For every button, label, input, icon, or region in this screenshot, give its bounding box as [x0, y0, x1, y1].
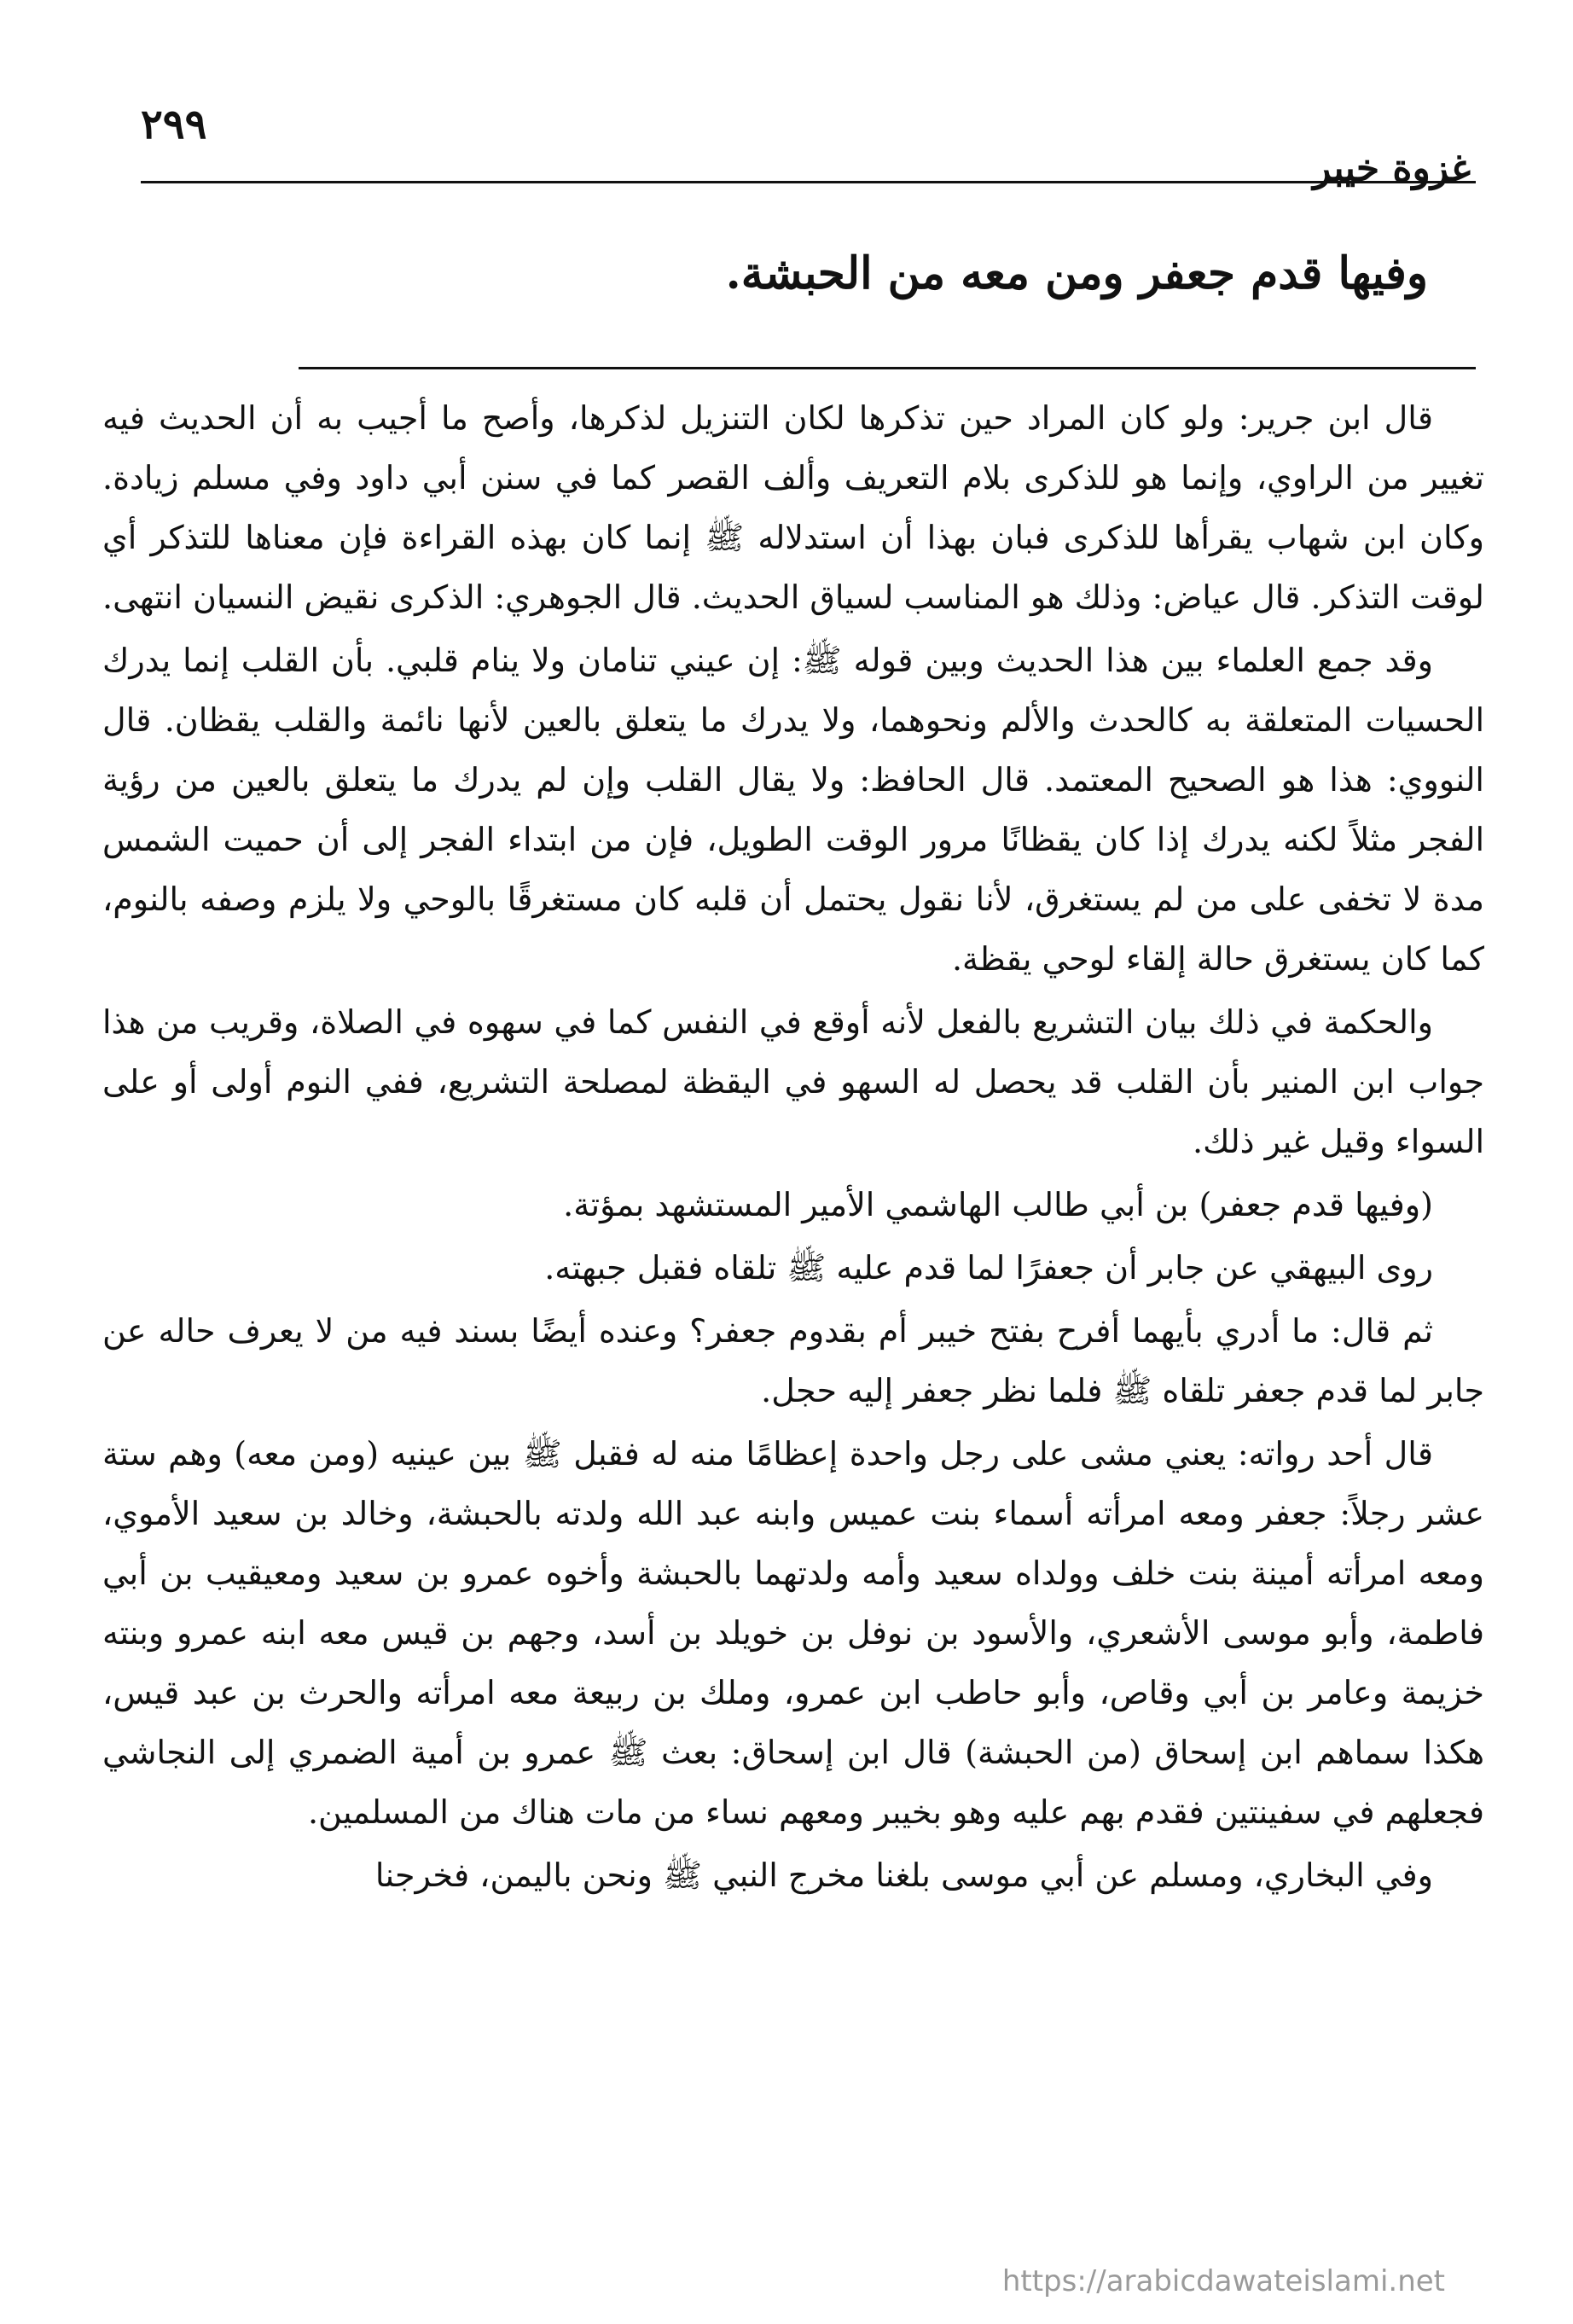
page-number: ٢٩٩: [141, 101, 207, 148]
body-text: [102, 388, 1484, 1909]
paragraph: قال ابن جرير: ولو كان المراد حين تذكرها لكان التنزيل لذكرها، وأصح ما أجيب به أن الحديث فيه تغيير من الراوي، وإنما هو للذكرى بلام التعريف وألف القصر كما في سنن أبي داود وفي مسلم زيادة. وكان ابن شهاب يقرأها للذكرى فبان بهذا أن استدلاله ﷺ إنما كان بهذه القراءة فإن معناها للتذكر أي لوقت التذكر. قال عياض: وذلك هو المناسب لسياق الحديث. قال الجوهري: الذكرى نقيض النسيان انتهى.: [102, 399, 1484, 616]
section-heading: وفيها قدم جعفر ومن معه من الحبشة.: [725, 247, 1428, 299]
section-rule: [299, 367, 1476, 369]
running-title: غزوة خيبر: [1313, 147, 1471, 190]
paragraph: وفي البخاري، ومسلم عن أبي موسى بلغنا مخرج النبي ﷺ ونحن باليمن، فخرجنا: [374, 1856, 1433, 1894]
paragraph: والحكمة في ذلك بيان التشريع بالفعل لأنه أوقع في النفس كما في سهوه في الصلاة، وقريب من هذا جواب ابن المنير بأن القلب قد يحصل له السهو في اليقظة لمصلحة التشريع، ففي النوم أولى أو على السواء وقيل غير ذلك.: [102, 1003, 1484, 1160]
header-rule: [141, 181, 1476, 183]
paragraph: (وفيها قدم جعفر) بن أبي طالب الهاشمي الأمير المستشهد بمؤتة.: [563, 1186, 1433, 1223]
watermark-url: https://arabicdawateislami.net: [1001, 2264, 1445, 2298]
paragraph: ثم قال: ما أدري بأيهما أفرح بفتح خيبر أم بقدوم جعفر؟ وعنده أيضًا بسند فيه من لا يعرف حاله عن جابر لما قدم جعفر تلقاه ﷺ فلما نظر جعفر إليه حجل.: [102, 1312, 1484, 1409]
paragraph: وقد جمع العلماء بين هذا الحديث وبين قوله ﷺ: إن عيني تنامان ولا ينام قلبي. بأن القلب إنما يدرك الحسيات المتعلقة به كالحدث والألم ونحوهما، ولا يدرك ما يتعلق بالعين لأنها نائمة والقلب يقظان. قال النووي: هذا هو الصحيح المعتمد. قال الحافظ: ولا يقال القلب وإن لم يدرك ما يتعلق بالعين من رؤية الفجر مثلاً لكنه يدرك إذا كان يقظانًا مرور الوقت الطويل، فإن من ابتداء الفجر إلى أن حميت الشمس مدة لا تخفى على من لم يستغرق، لأنا نقول يحتمل أن قلبه كان مستغرقًا بالوحي ولا يلزم وصفه بالنوم، كما كان يستغرق حالة إلقاء لوحي يقظة.: [102, 642, 1484, 978]
paragraph: قال أحد رواته: يعني مشى على رجل واحدة إعظامًا منه له فقبل ﷺ بين عينيه (ومن معه) وهم ستة عشر رجلاً: جعفر ومعه امرأته أسماء بنت عميس وابنه عبد الله ولدته بالحبشة، وخالد بن سعيد الأموي، ومعه امرأته أمينة بنت خلف وولداه سعيد وأمه ولدتهما بالحبشة وأخوه عمرو بن سعيد ومعيقيب بن أبي فاطمة، وأبو موسى الأشعري، والأسود بن نوفل بن خويلد بن أسد، وجهم بن قيس معه ابنه عمرو وبنته خزيمة وعامر بن أبي وقاص، وأبو حاطب ابن عمرو، وملك بن ربيعة معه امرأته والحرث بن عبد قيس، هكذا سماهم ابن إسحاق (من الحبشة) قال ابن إسحاق: بعث ﷺ عمرو بن أمية الضمري إلى النجاشي فجعلهم في سفينتين فقدم بهم عليه وهو بخيبر ومعهم نساء من مات هناك من المسلمين.: [102, 1435, 1484, 1831]
paragraph: روى البيهقي عن جابر أن جعفرًا لما قدم عليه ﷺ تلقاه فقبل جبهته.: [544, 1249, 1433, 1287]
